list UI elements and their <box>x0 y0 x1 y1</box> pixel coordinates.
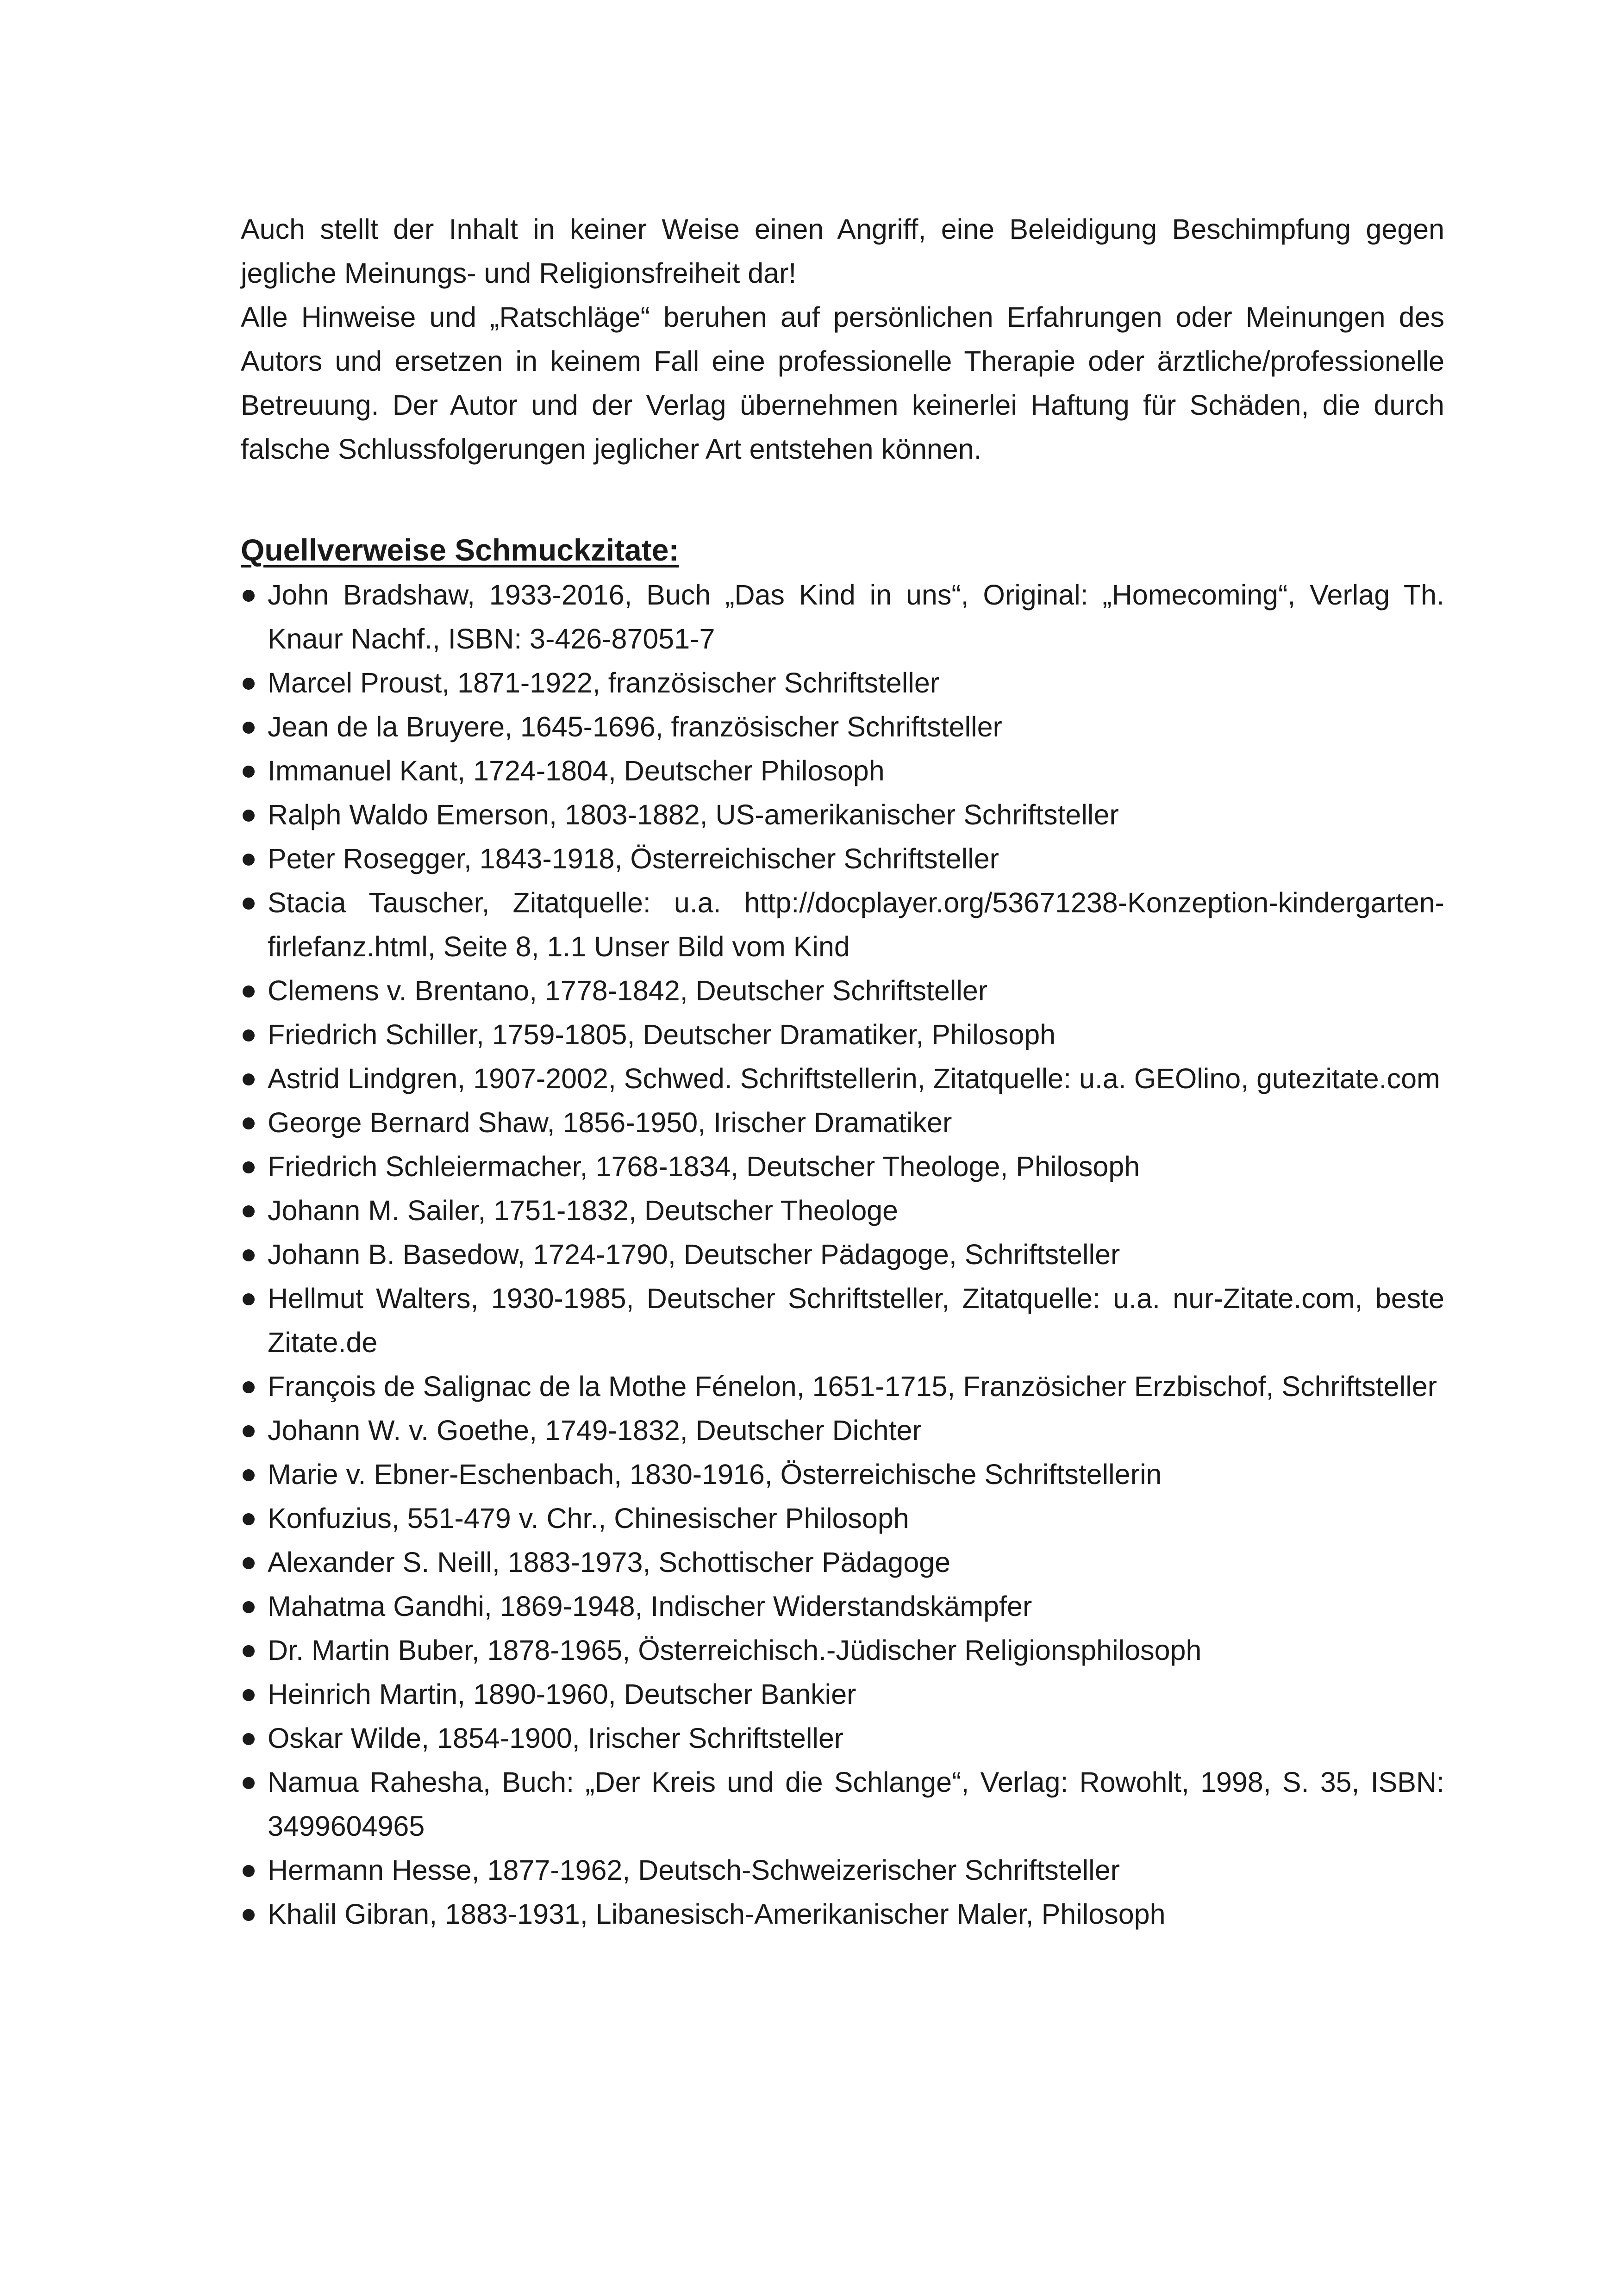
source-item <box>241 1145 1444 1189</box>
source-text: Marcel Proust, 1871-1922, französischer Schriftsteller <box>268 667 940 698</box>
source-text: Ralph Waldo Emerson, 1803-1882, US-amerikanischer Schriftsteller <box>268 799 1119 830</box>
bullet-icon <box>243 1865 255 1877</box>
sources-heading: Quellverweise Schmuckzitate: <box>241 533 679 567</box>
source-text: Stacia Tauscher, Zitatquelle: u.a. http://docplayer.org/53671238-Konzeption-kindergarten-firlefanz.html, Seite 8, 1.1 Unser Bild vom Kind <box>268 887 1444 962</box>
source-text: Heinrich Martin, 1890-1960, Deutscher Bankier <box>268 1678 856 1710</box>
source-item <box>241 1584 1444 1628</box>
source-item <box>241 705 1444 749</box>
source-text: George Bernard Shaw, 1856-1950, Irischer Dramatiker <box>268 1107 952 1138</box>
source-item <box>241 1760 1444 1848</box>
disclaimer-paragraph-1: Auch stellt der Inhalt in keiner Weise einen Angriff, eine Beleidigung Beschimpfung gegen jegliche Meinungs- und Religionsfreiheit dar! <box>241 213 1444 289</box>
bullet-icon <box>243 1205 255 1217</box>
source-item <box>241 1365 1444 1409</box>
bullet-icon <box>243 1073 255 1085</box>
source-item <box>241 1277 1444 1365</box>
bullet-icon <box>243 1161 255 1173</box>
bullet-icon <box>243 1909 255 1921</box>
bullet-icon <box>243 985 255 998</box>
source-item <box>241 1057 1444 1101</box>
source-item <box>241 1233 1444 1277</box>
bullet-icon <box>243 1601 255 1613</box>
source-item <box>241 573 1444 661</box>
bullet-icon <box>243 1293 255 1305</box>
document-page <box>241 207 1444 1936</box>
source-text: Hellmut Walters, 1930-1985, Deutscher Schriftsteller, Zitatquelle: u.a. nur-Zitate.com, beste Zitate.de <box>268 1283 1444 1358</box>
bullet-icon <box>243 1249 255 1261</box>
bullet-icon <box>243 1689 255 1701</box>
source-item <box>241 1453 1444 1497</box>
source-text: Jean de la Bruyere, 1645-1696, französischer Schriftsteller <box>268 711 1002 742</box>
bullet-icon <box>243 1557 255 1569</box>
source-text: Marie v. Ebner-Eschenbach, 1830-1916, Österreichische Schriftstellerin <box>268 1459 1162 1490</box>
source-item <box>241 1101 1444 1145</box>
sources-list <box>241 573 1444 1936</box>
source-item <box>241 749 1444 793</box>
source-item <box>241 1409 1444 1453</box>
source-item <box>241 661 1444 705</box>
source-item <box>241 793 1444 837</box>
bullet-icon <box>243 1777 255 1789</box>
bullet-icon <box>243 1117 255 1129</box>
source-text: François de Salignac de la Mothe Fénelon, 1651-1715, Französicher Erzbischof, Schriftsteller <box>268 1371 1437 1402</box>
source-item <box>241 1892 1444 1936</box>
source-text: Clemens v. Brentano, 1778-1842, Deutscher Schriftsteller <box>268 975 988 1006</box>
source-text: Johann M. Sailer, 1751-1832, Deutscher Theologe <box>268 1195 899 1226</box>
source-text: Johann W. v. Goethe, 1749-1832, Deutscher Dichter <box>268 1415 922 1446</box>
disclaimer-section <box>241 207 1444 471</box>
source-text: Hermann Hesse, 1877-1962, Deutsch-Schweizerischer Schriftsteller <box>268 1854 1120 1886</box>
source-item <box>241 1848 1444 1892</box>
source-text: Alexander S. Neill, 1883-1973, Schottischer Pädagoge <box>268 1547 951 1578</box>
source-text: Astrid Lindgren, 1907-2002, Schwed. Schriftstellerin, Zitatquelle: u.a. GEOlino, gutezitate.com <box>268 1063 1440 1094</box>
bullet-icon <box>243 854 255 866</box>
source-text: John Bradshaw, 1933-2016, Buch „Das Kind in uns“, Original: „Homecoming“, Verlag Th. Knaur Nachf., ISBN: 3-426-87051-7 <box>268 579 1444 655</box>
bullet-icon <box>243 1733 255 1745</box>
bullet-icon <box>243 722 255 734</box>
source-item <box>241 1672 1444 1716</box>
source-item <box>241 1189 1444 1233</box>
source-text: Friedrich Schiller, 1759-1805, Deutscher Dramatiker, Philosoph <box>268 1019 1056 1050</box>
source-text: Immanuel Kant, 1724-1804, Deutscher Philosoph <box>268 755 885 786</box>
source-item <box>241 1716 1444 1760</box>
source-text: Dr. Martin Buber, 1878-1965, Österreichisch.-Jüdischer Religionsphilosoph <box>268 1634 1202 1666</box>
source-item <box>241 1013 1444 1057</box>
bullet-icon <box>243 1469 255 1481</box>
source-text: Khalil Gibran, 1883-1931, Libanesisch-Amerikanischer Maler, Philosoph <box>268 1898 1166 1930</box>
source-text: Friedrich Schleiermacher, 1768-1834, Deutscher Theologe, Philosoph <box>268 1151 1140 1182</box>
source-item <box>241 1628 1444 1672</box>
source-text: Oskar Wilde, 1854-1900, Irischer Schriftsteller <box>268 1722 844 1754</box>
disclaimer-paragraph-2: Alle Hinweise und „Ratschläge“ beruhen auf persönlichen Erfahrungen oder Meinungen des Autors und ersetzen in keinem Fall eine professionelle Therapie oder ärztliche/professionelle Betreuung. Der Autor und der Verlag übernehmen keinerlei Haftung für Schäden, die durch falsche Schlussfolgerungen jeglicher Art entstehen können. <box>241 301 1444 465</box>
bullet-icon <box>243 1381 255 1393</box>
bullet-icon <box>243 1645 255 1657</box>
bullet-icon <box>243 590 255 602</box>
source-item <box>241 969 1444 1013</box>
source-text: Peter Rosegger, 1843-1918, Österreichischer Schriftsteller <box>268 843 999 874</box>
source-text: Konfuzius, 551-479 v. Chr., Chinesischer Philosoph <box>268 1503 909 1534</box>
source-text: Johann B. Basedow, 1724-1790, Deutscher Pädagoge, Schriftsteller <box>268 1239 1120 1270</box>
bullet-icon <box>243 678 255 690</box>
bullet-icon <box>243 1425 255 1437</box>
source-item <box>241 837 1444 881</box>
source-item <box>241 1497 1444 1540</box>
bullet-icon <box>243 898 255 910</box>
source-item <box>241 1540 1444 1584</box>
source-item <box>241 881 1444 969</box>
source-text: Namua Rahesha, Buch: „Der Kreis und die Schlange“, Verlag: Rowohlt, 1998, S. 35, ISBN: 3499604965 <box>268 1766 1444 1842</box>
source-text: Mahatma Gandhi, 1869-1948, Indischer Widerstandskämpfer <box>268 1590 1032 1622</box>
bullet-icon <box>243 810 255 822</box>
bullet-icon <box>243 1029 255 1041</box>
bullet-icon <box>243 766 255 778</box>
bullet-icon <box>243 1513 255 1525</box>
